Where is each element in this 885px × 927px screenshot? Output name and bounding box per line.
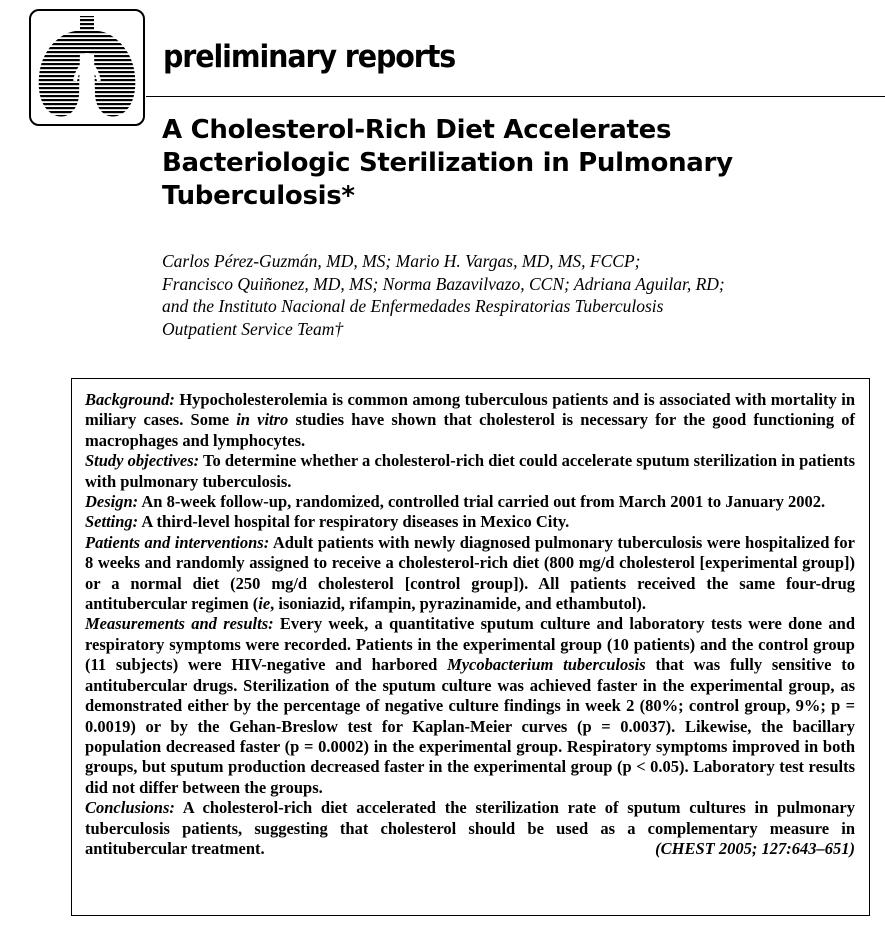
author-line: Carlos Pérez-Guzmán, MD, MS; Mario H. Vargas, MD, MS, FCCP;	[162, 251, 641, 271]
abstract-objectives	[85, 451, 855, 492]
paragraph-text: Every week, a quantitative sputum culture and laboratory tests were done and respiratory symptoms were recorded. Patients in the experimental group (10 patients) and the control group (11 subjects) were HIV-negative and harbored	[85, 614, 855, 675]
journal-logo	[29, 9, 145, 126]
article-title	[162, 114, 882, 213]
abstract-measurements	[85, 614, 855, 798]
paragraph-text: Adult patients with newly diagnosed pulmonary tuberculosis were hospitalized for 8 weeks and randomly assigned to receive a cholesterol-rich diet (800 mg/d cholesterol [experimental group]) or a normal diet (250 mg/d cholesterol [control group]). All patients received the same four-drug antitubercular regimen (	[85, 532, 856, 614]
author-line: Outpatient Service Team†	[162, 318, 344, 339]
section-heading: Background:	[85, 390, 175, 409]
paragraph-text: A third-level hospital for respiratory diseases in Mexico City.	[138, 512, 570, 532]
title-line: Tuberculosis*	[162, 181, 355, 211]
section-heading: Design:	[85, 492, 139, 512]
section-heading: Patients and interventions:	[85, 532, 270, 552]
section-heading: Study objectives:	[85, 451, 200, 471]
paragraph-text: studies have shown that cholesterol is necessary for the good functioning of macrophages and lymphocytes.	[85, 410, 855, 450]
abstract-patients	[85, 533, 855, 615]
paragraph-text: that was fully sensitive to antitubercular drugs. Sterilization of the sputum culture was achieved faster in the experimental group, as demonstrated either by the percentage of negative culture findings in week 2 (80%; control group, 9%; p = 0.0019) or by the Gehan-Breslow test for Kaplan-Meier curves (p = 0.0037). Likewise, the bacillary population decreased faster (p = 0.0002) in the experimental group. Respiratory symptoms improved in both groups, but sputum production decreased faster in the experimental group (p < 0.05). Laboratory test results did not differ between the groups.	[85, 655, 855, 797]
abstract	[85, 390, 855, 859]
italic-term: Mycobacterium tuberculosis	[447, 655, 646, 675]
author-line: Francisco Quiñonez, MD, MS; Norma Bazavilvazo, CCN; Adriana Aguilar, RD;	[162, 273, 725, 294]
section-heading: Conclusions:	[85, 798, 175, 818]
abstract-background	[85, 390, 855, 451]
title-line: Bacteriologic Sterilization in Pulmonary	[162, 148, 733, 178]
author-list	[162, 250, 725, 340]
paragraph-text: Hypocholesterolemia is common among tuberculous patients and is associated with mortality in miliary cases. Some	[85, 390, 855, 430]
abstract-conclusions	[85, 798, 855, 859]
abstract-setting	[85, 512, 855, 532]
italic-term: in vitro	[236, 410, 289, 430]
title-line: A Cholesterol-Rich Diet Accelerates	[162, 115, 672, 145]
lungs-icon	[31, 11, 143, 124]
italic-term: ie	[258, 594, 271, 614]
paragraph-text: An 8-week follow-up, randomized, controlled trial carried out from March 2001 to January 2002.	[138, 492, 826, 512]
abstract-design	[85, 492, 855, 512]
paragraph-text: To determine whether a cholesterol-rich diet could accelerate sputum sterilization in patients with pulmonary tuberculosis.	[85, 451, 855, 491]
citation: (CHEST 2005; 127:643–651)	[655, 838, 855, 858]
paragraph-text: , isoniazid, rifampin, pyrazinamide, and ethambutol).	[270, 594, 647, 614]
section-heading: Setting:	[85, 512, 139, 532]
section-heading: Measurements and results:	[85, 614, 274, 634]
paragraph-text: A cholesterol-rich diet accelerated the sterilization rate of sputum cultures in pulmonary tuberculosis patients, suggesting that cholesterol should be used as a complementary measure in antitubercular treatment.	[85, 798, 855, 858]
header-rule	[146, 96, 885, 97]
author-line: and the Instituto Nacional de Enfermedades Respiratorias Tuberculosis	[162, 296, 664, 316]
section-label: preliminary reports	[163, 39, 456, 75]
